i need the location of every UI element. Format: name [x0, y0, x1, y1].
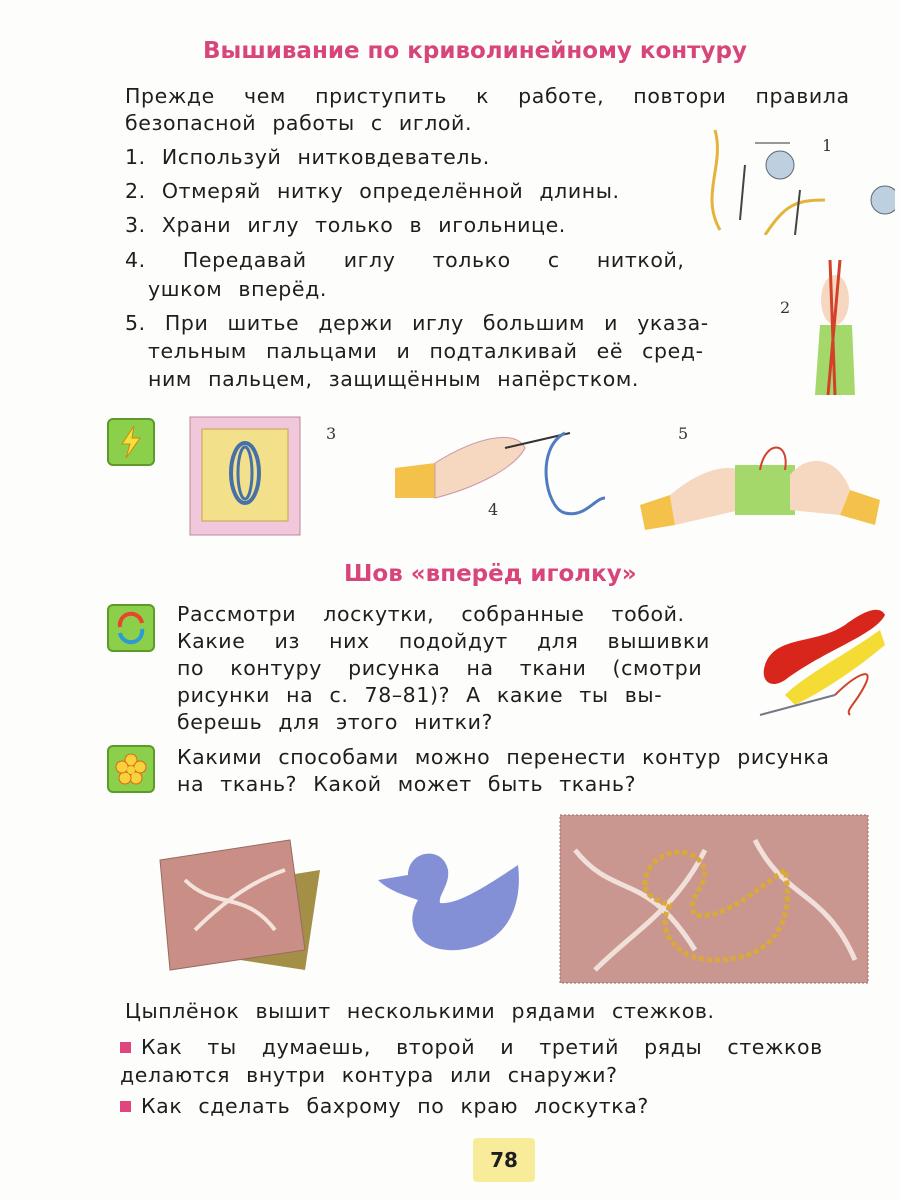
section-title-contour: Вышивание по криволинейному контуру: [203, 38, 747, 64]
task2-line-1: Какими способами можно перенести контур рисунка: [177, 745, 830, 769]
question-1-line-2: делаются внутри контура или снаружи?: [120, 1063, 618, 1087]
rule-5-line-1: 5. При шитье держи иглу большим и указа-: [125, 311, 709, 335]
cycle-arrows-icon: [107, 604, 155, 652]
bullet-icon: [120, 1101, 131, 1112]
intro-line-2: безопасной работы с иглой.: [125, 111, 473, 135]
passing-needle-illustration: [395, 418, 615, 523]
task1-line-1: Рассмотри лоскутки, собранные тобой.: [177, 602, 685, 626]
rule-3: 3. Храни иглу только в игольнице.: [125, 213, 566, 237]
needle-case-illustration: [188, 415, 303, 537]
figure-label-4: 4: [488, 500, 499, 519]
rule-4-line-1: 4. Передавай иглу только с ниткой,: [125, 248, 685, 272]
question-1-text: Как ты думаешь, второй и третий ряды стежков: [141, 1035, 823, 1059]
embroidery-threads-illustration: [755, 595, 890, 720]
question-1-line-1: [120, 1034, 823, 1061]
rule-5-line-2: тельным пальцами и подталкивай её сред-: [148, 339, 704, 363]
task1-line-5: берешь для этого нитки?: [177, 710, 493, 734]
lightning-icon: [107, 418, 155, 466]
task1-line-4: рисунки на с. 78–81)? А какие ты вы-: [177, 683, 663, 707]
rule-1: 1. Используй нитковдеватель.: [125, 145, 490, 169]
section-title-running-stitch: Шов «вперёд иголку»: [344, 561, 637, 587]
figure-label-3: 3: [326, 424, 337, 443]
needle-threader-illustration: [695, 125, 895, 235]
question-2: [120, 1093, 649, 1120]
intro-line-1: Прежде чем приступить к работе, повтори правила: [125, 84, 850, 108]
rule-5-line-3: ним пальцем, защищённым напёрстком.: [148, 367, 640, 391]
question-2-text: Как сделать бахрому по краю лоскутка?: [141, 1094, 649, 1118]
folded-fabric-illustration: [155, 820, 325, 980]
caption: Цыплёнок вышит несколькими рядами стежков.: [125, 999, 715, 1023]
flower-icon: [107, 745, 155, 793]
page-number: 78: [473, 1138, 535, 1182]
rule-4-line-2: ушком вперёд.: [148, 277, 328, 301]
figure-label-2: 2: [780, 298, 791, 317]
figure-label-5: 5: [678, 424, 689, 443]
task1-line-2: Какие из них подойдут для вышивки: [177, 629, 710, 653]
task1-line-3: по контуру рисунка на ткани (смотри: [177, 656, 703, 680]
duck-template-illustration: [378, 845, 523, 953]
embroidered-chick-fabric-illustration: [555, 810, 873, 988]
rule-2: 2. Отмеряй нитку определённой длины.: [125, 179, 620, 203]
bullet-icon: [120, 1042, 131, 1053]
hand-measuring-thread-illustration: [780, 255, 870, 400]
sewing-with-thimble-illustration: [640, 430, 885, 530]
figure-label-1: 1: [822, 136, 833, 155]
task2-line-2: на ткань? Какой может быть ткань?: [177, 772, 637, 796]
